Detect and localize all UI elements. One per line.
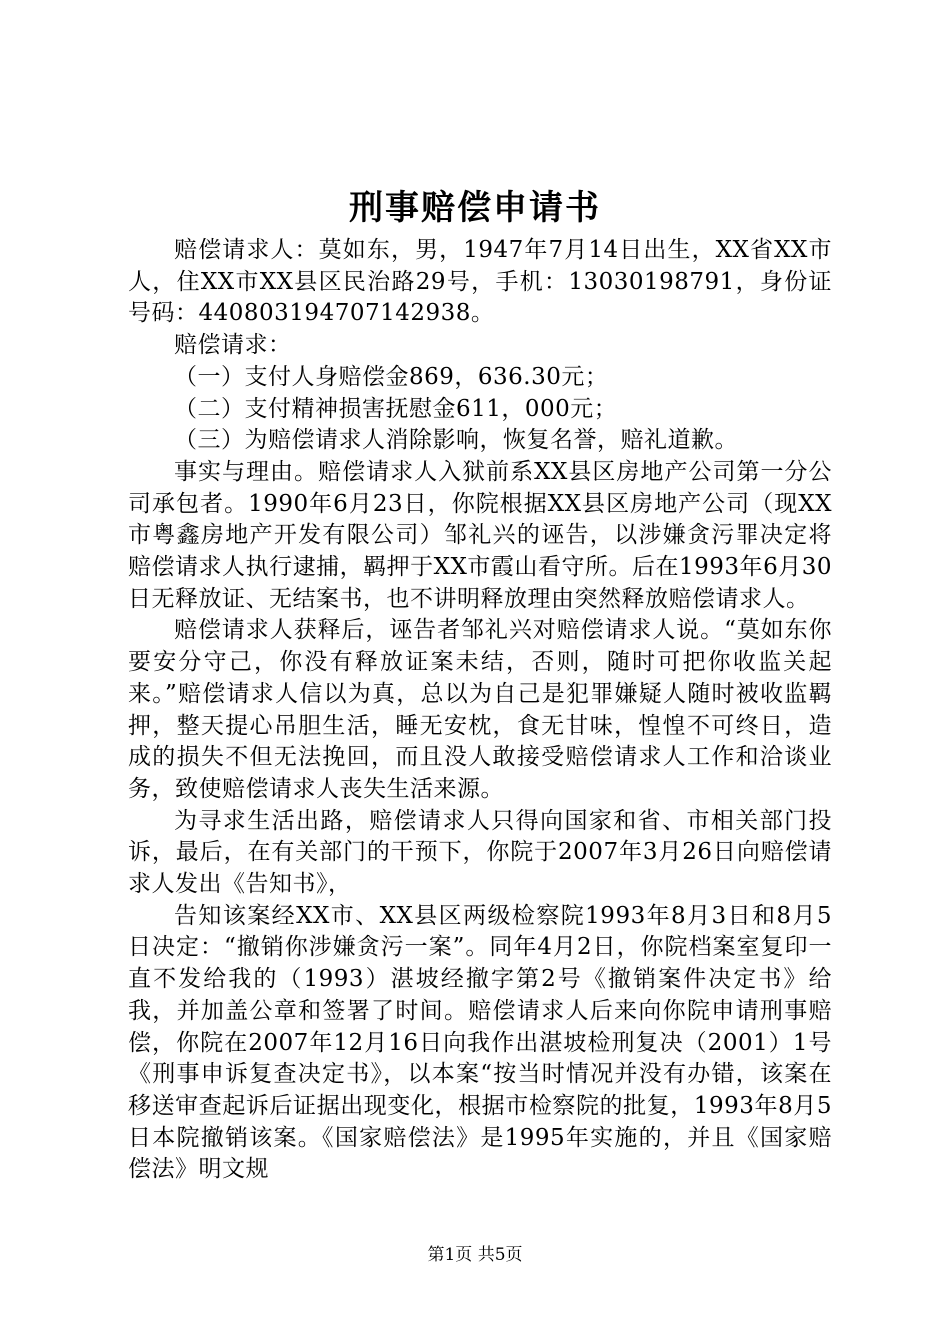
paragraph-facts-reasons: 事实与理由。赔偿请求人入狱前系XX县区房地产公司第一分公司承包者。1990年6月23日，你院根据XX县区房地产公司（现XX市粤鑫房地产开发有限公司）邹礼兴的诬告，以涉嫌贪污罪决定将赔偿请求人执行逮捕，羁押于XX市霞山看守所。后在1993年6月30日无释放证、无结案书，也不讲明释放理由突然释放赔偿请求人。 [128,458,832,612]
paragraph-notice: 告知该案经XX市、XX县区两级检察院1993年8月3日和8月5日决定：“撤销你涉嫌贪污一案”。同年4月2日，你院档案室复印一直不发给我的（1993）湛坡经撤字第2号《撤销案件决定书》给我，并加盖公章和签署了时间。赔偿请求人后来向你院申请刑事赔偿，你院在2007年12月16日向我作出湛坡检刑复决（2001）1号《刑事申诉复查决定书》，以本案“按当时情况并没有办错，该案在移送审查起诉后证据出现变化，根据市检察院的批复，1993年8月5日本院撤销该案。《国家赔偿法》是1995年实施的，并且《国家赔偿法》明文规 [128,902,832,1183]
paragraph-claim-1: （一）支付人身赔偿金869，636.30元； [174,363,609,390]
paragraph-claims-heading: 赔偿请求： [174,332,292,359]
paragraph-after-release: 赔偿请求人获释后，诬告者邹礼兴对赔偿请求人说。“莫如东你要安分守己，你没有释放证案未结，否则，随时可把你收监关起来。”赔偿请求人信以为真，总以为自己是犯罪嫌疑人随时被收监羁押，整天提心吊胆生活，睡无安枕，食无甘味，惶惶不可终日，造成的损失不但无法挽回，而且没人敢接受赔偿请求人工作和洽谈业务，致使赔偿请求人丧失生活来源。 [128,617,832,802]
document-body [128,235,832,1186]
paragraph-claimant-info: 赔偿请求人：莫如东，男，1947年7月14日出生，XX省XX市人，住XX市XX县区民治路29号，手机：13030198791，身份证号码：440803194707142938。 [128,237,832,327]
paragraph-claim-3: （三）为赔偿请求人消除影响，恢复名誉，赔礼道歉。 [174,427,738,454]
document-title: 刑事赔偿申请书 [349,188,601,228]
paragraph-complaint: 为寻求生活出路，赔偿请求人只得向国家和省、市相关部门投诉，最后，在有关部门的干预下，你院于2007年3月26日向赔偿请求人发出《告知书》， [128,807,832,898]
paragraph-claim-2: （二）支付精神损害抚慰金611，000元； [174,395,618,422]
page-number: 第1页 共5页 [427,1245,523,1265]
